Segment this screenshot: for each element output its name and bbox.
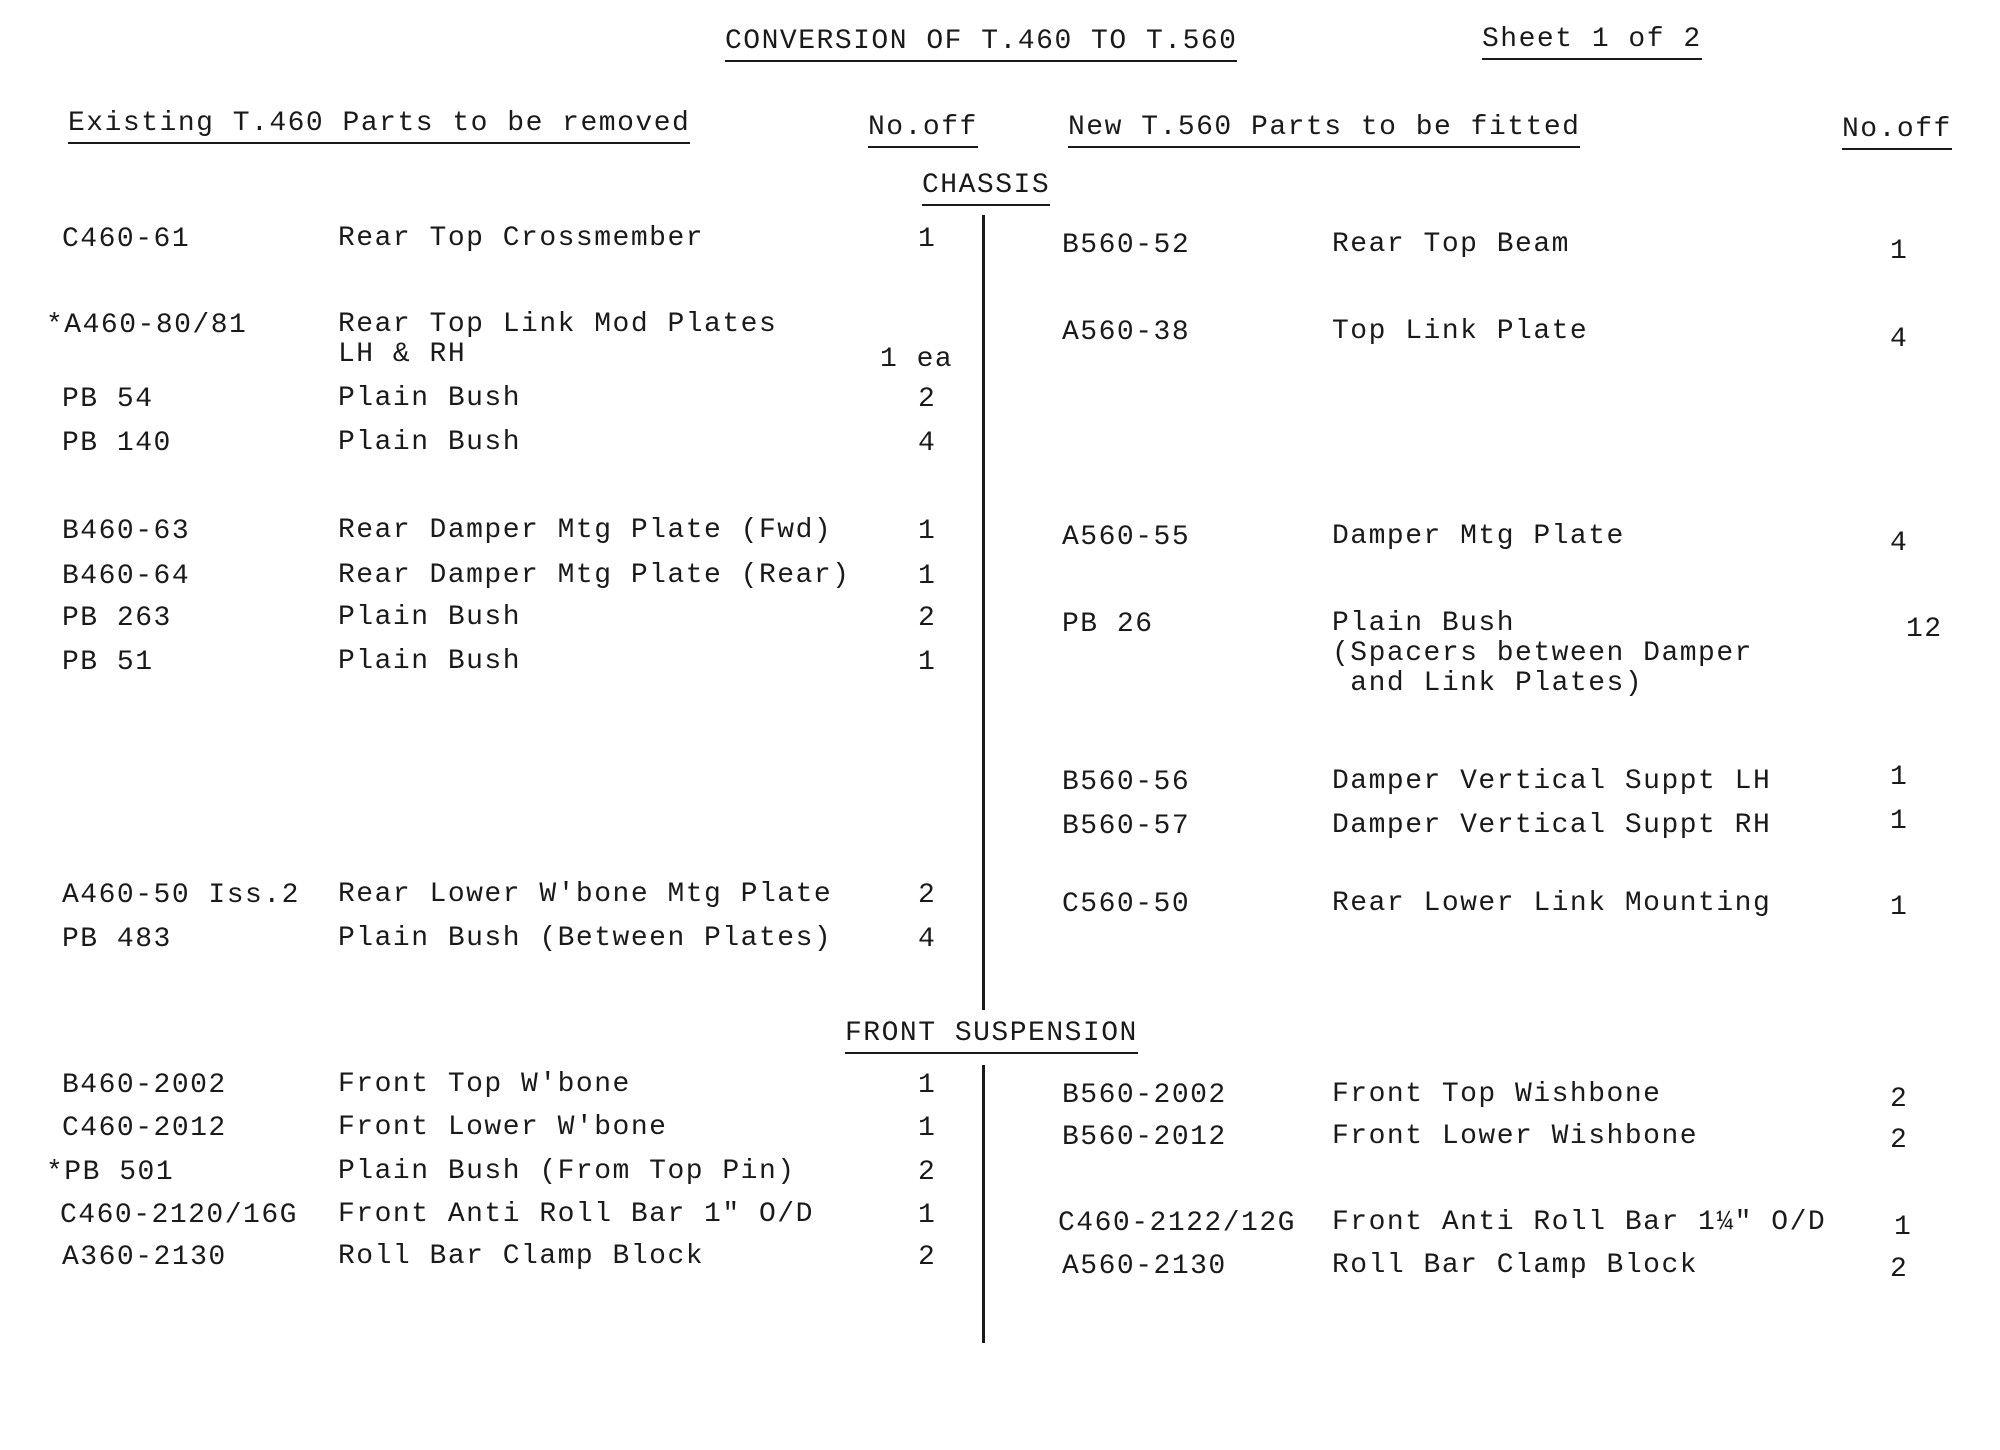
fitted-qty-heading: No.off [1842,114,1952,150]
fitted-part-number: B560-2012 [1062,1122,1227,1153]
column-divider-front [982,1065,985,1343]
removed-quantity: 1 [918,561,937,592]
removed-quantity: 2 [918,880,937,911]
fitted-quantity: 4 [1890,528,1909,559]
removed-quantity: 2 [918,1242,937,1273]
fitted-part-number: A560-2130 [1062,1251,1227,1282]
fitted-quantity: 2 [1890,1084,1909,1115]
removed-quantity: 2 [918,384,937,415]
removed-quantity: 1 [918,1070,937,1101]
fitted-part-number: A560-55 [1062,522,1191,553]
removed-quantity: 1 [918,1113,937,1144]
fitted-part-description: Front Anti Roll Bar 1¼" O/D [1332,1207,1827,1238]
removed-part-number: PB 140 [62,428,172,459]
removed-part-number: PB 51 [62,647,154,678]
fitted-quantity: 4 [1890,324,1909,355]
removed-part-number: C460-2012 [62,1113,227,1144]
fitted-part-number: B560-52 [1062,230,1191,261]
fitted-quantity: 12 [1906,614,1943,645]
removed-part-description: Front Lower W'bone [338,1112,668,1143]
removed-part-number: B460-64 [62,561,191,592]
fitted-part-description: Rear Top Beam [1332,229,1570,260]
removed-quantity: 2 [918,603,937,634]
fitted-part-description: Top Link Plate [1332,316,1589,347]
fitted-part-description: Damper Vertical Suppt LH [1332,766,1772,797]
removed-part-description: Roll Bar Clamp Block [338,1241,705,1272]
removed-part-number: B460-63 [62,516,191,547]
removed-part-description: Rear Lower W'bone Mtg Plate [338,879,833,910]
removed-part-number: A360-2130 [62,1242,227,1273]
removed-part-description: Plain Bush [338,602,522,633]
removed-part-description: Plain Bush (Between Plates) [338,923,833,954]
section-chassis: CHASSIS [922,170,1050,206]
fitted-part-number: B560-56 [1062,767,1191,798]
fitted-part-description: Rear Lower Link Mounting [1332,888,1772,919]
fitted-part-description: Plain Bush (Spacers between Damper and Link Plates) [1332,608,1753,699]
fitted-quantity: 1 [1890,236,1909,267]
fitted-part-description: Damper Vertical Suppt RH [1332,810,1772,841]
fitted-part-number: C460-2122/12G [1058,1208,1296,1239]
removed-part-number: *A460-80/81 [46,310,248,341]
removed-quantity: 4 [918,924,937,955]
fitted-quantity: 1 [1894,1212,1913,1243]
removed-quantity: 2 [918,1157,937,1188]
fitted-part-description: Front Lower Wishbone [1332,1121,1699,1152]
removed-part-description: Plain Bush [338,646,522,677]
removed-part-number: PB 263 [62,603,172,634]
fitted-part-number: A560-38 [1062,317,1191,348]
section-front-suspension: FRONT SUSPENSION [845,1018,1138,1054]
fitted-part-number: B560-57 [1062,811,1191,842]
removed-quantity: 1 [918,516,937,547]
column-divider-chassis [982,215,985,1010]
removed-part-description: Front Anti Roll Bar 1" O/D [338,1199,814,1230]
document-title: CONVERSION OF T.460 TO T.560 [725,26,1237,62]
removed-part-description: Front Top W'bone [338,1069,631,1100]
removed-quantity: 1 [918,224,937,255]
removed-part-description: Rear Damper Mtg Plate (Fwd) [338,515,833,546]
removed-part-number: A460-50 Iss.2 [62,880,300,911]
removed-part-description: Plain Bush [338,383,522,414]
fitted-part-number: B560-2002 [1062,1080,1227,1111]
fitted-quantity: 2 [1890,1125,1909,1156]
removed-part-number: C460-2120/16G [60,1200,298,1231]
fitted-part-number: C560-50 [1062,889,1191,920]
removed-quantity: 1 [918,647,937,678]
removed-part-number: *PB 501 [46,1157,175,1188]
fitted-quantity: 1 [1890,806,1909,837]
fitted-part-number: PB 26 [1062,609,1154,640]
removed-quantity: 1 [918,1200,937,1231]
removed-parts-heading: Existing T.460 Parts to be removed [68,108,690,144]
removed-part-description: Rear Top Link Mod Plates LH & RH [338,309,778,370]
fitted-parts-heading: New T.560 Parts to be fitted [1068,112,1580,148]
fitted-quantity: 1 [1890,892,1909,923]
removed-quantity: 1 ea [880,344,954,375]
removed-part-description: Plain Bush (From Top Pin) [338,1156,796,1187]
removed-part-number: C460-61 [62,224,191,255]
removed-part-number: PB 54 [62,384,154,415]
fitted-part-description: Front Top Wishbone [1332,1079,1662,1110]
removed-part-number: B460-2002 [62,1070,227,1101]
fitted-quantity: 1 [1890,762,1909,793]
removed-part-description: Plain Bush [338,427,522,458]
fitted-part-description: Roll Bar Clamp Block [1332,1250,1699,1281]
sheet-number: Sheet 1 of 2 [1482,24,1702,60]
removed-qty-heading: No.off [868,112,978,148]
fitted-part-description: Damper Mtg Plate [1332,521,1625,552]
removed-quantity: 4 [918,428,937,459]
removed-part-description: Rear Top Crossmember [338,223,705,254]
removed-part-number: PB 483 [62,924,172,955]
fitted-quantity: 2 [1890,1254,1909,1285]
removed-part-description: Rear Damper Mtg Plate (Rear) [338,560,851,591]
